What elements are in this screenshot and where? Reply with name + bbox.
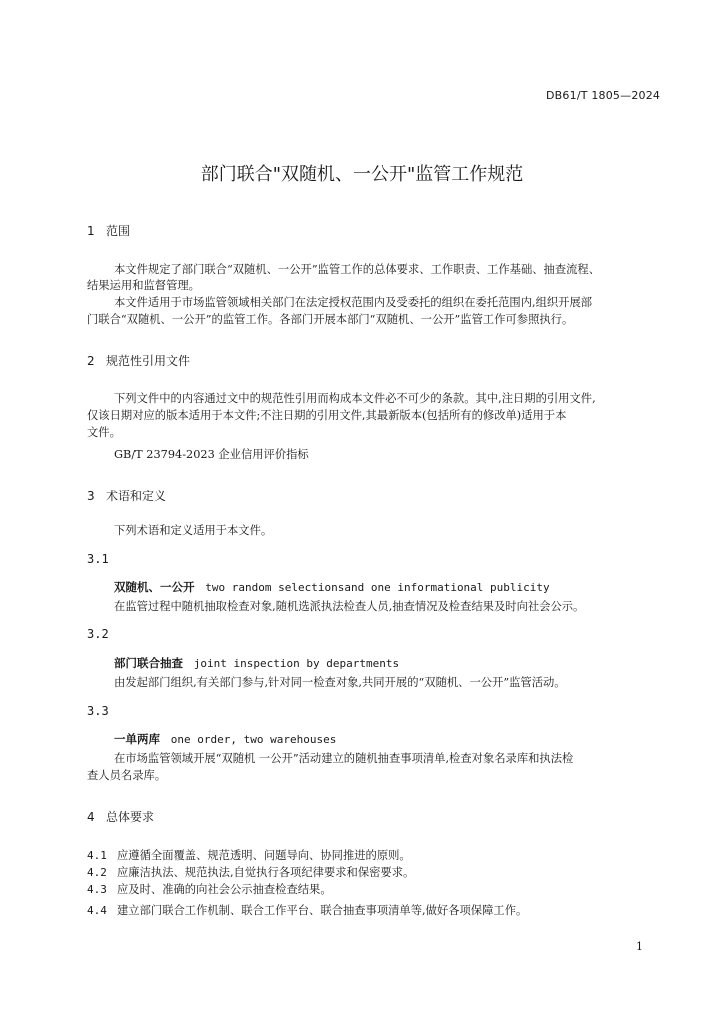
section-number: 1 (87, 224, 95, 238)
term-english: two random selectionsand one informational publicity (205, 581, 550, 594)
term-definition: 在监管过程中随机抽取检查对象,随机选派执法检查人员,抽查情况及检查结果及时向社会公示。 (114, 600, 585, 613)
paragraph-line: 下列文件中的内容通过文中的规范性引用而构成本文件必不可少的条款。其中,注日期的引用文件, (114, 392, 596, 405)
term-number: 3.1 (87, 552, 109, 566)
document-title: 部门联合"双随机、一公开"监管工作规范 (200, 164, 524, 185)
term-chinese: 部门联合抽查 (114, 656, 183, 670)
requirement-item (87, 847, 411, 863)
section-4-heading (87, 808, 154, 825)
term-english: one order, two warehouses (170, 733, 337, 746)
requirement-item (87, 902, 527, 918)
section-title: 规范性引用文件 (106, 354, 191, 368)
term-definition: 查人员名录库。 (87, 769, 167, 782)
paragraph-line: 下列术语和定义适用于本文件。 (114, 524, 273, 537)
section-title: 范围 (106, 224, 131, 238)
section-number: 2 (87, 354, 95, 368)
section-2-heading (87, 352, 190, 369)
term-english: joint inspection by departments (193, 657, 400, 670)
normative-reference: GB/T 23794-2023 企业信用评价指标 (114, 448, 309, 461)
section-3-heading (87, 487, 166, 504)
requirement-number: 4.3 (87, 883, 107, 896)
requirement-item (87, 881, 332, 897)
term-definition: 在市场监管领域开展“双随机 一公开”活动建立的随机抽查事项清单,检查对象名录库和执法检 (114, 752, 574, 765)
requirement-number: 4.1 (87, 849, 107, 862)
term-number: 3.3 (87, 704, 109, 718)
page-number: 1 (636, 940, 643, 953)
requirement-number: 4.2 (87, 866, 107, 879)
paragraph-line: 结果运用和监督管理。 (87, 279, 200, 292)
section-title: 总体要求 (106, 810, 155, 824)
paragraph-line: 仅该日期对应的版本适用于本文件;不注日期的引用文件,其最新版本(包括所有的修改单)适用于本 (87, 409, 567, 422)
standard-code: DB61/T 1805—2024 (546, 89, 661, 102)
term-entry (114, 655, 399, 671)
requirement-text: 应廉洁执法、规范执法,自觉执行各项纪律要求和保密要求。 (117, 866, 415, 879)
term-entry (114, 731, 336, 747)
paragraph-line: 门联合“双随机、一公开”的监管工作。各部门开展本部门“双随机、一公开”监管工作可参照执行。 (87, 313, 574, 326)
requirement-text: 应遵循全面覆盖、规范透明、问题导向、协同推进的原则。 (117, 849, 411, 862)
requirement-number: 4.4 (87, 904, 107, 917)
paragraph-line: 文件。 (87, 426, 121, 439)
term-definition: 由发起部门组织,有关部门参与,针对同一检查对象,共同开展的“双随机、一公开”监管活动。 (114, 676, 566, 689)
section-number: 4 (87, 810, 95, 824)
section-title: 术语和定义 (106, 489, 167, 503)
paragraph-line: 本文件适用于市场监管领域相关部门在法定授权范围内及受委托的组织在委托范围内,组织开展部 (114, 296, 593, 309)
term-chinese: 双随机、一公开 (114, 580, 195, 594)
section-number: 3 (87, 489, 95, 503)
paragraph-line: 本文件规定了部门联合“双随机、一公开”监管工作的总体要求、工作职责、工作基础、抽查流程、 (114, 263, 601, 276)
requirement-text: 建立部门联合工作机制、联合工作平台、联合抽查事项清单等,做好各项保障工作。 (117, 904, 528, 917)
term-entry (114, 579, 550, 595)
term-number: 3.2 (87, 627, 109, 641)
section-1-heading (87, 222, 130, 239)
requirement-text: 应及时、准确的向社会公示抽查检查结果。 (117, 883, 332, 896)
term-chinese: 一单两库 (114, 732, 160, 746)
requirement-item (87, 864, 414, 880)
